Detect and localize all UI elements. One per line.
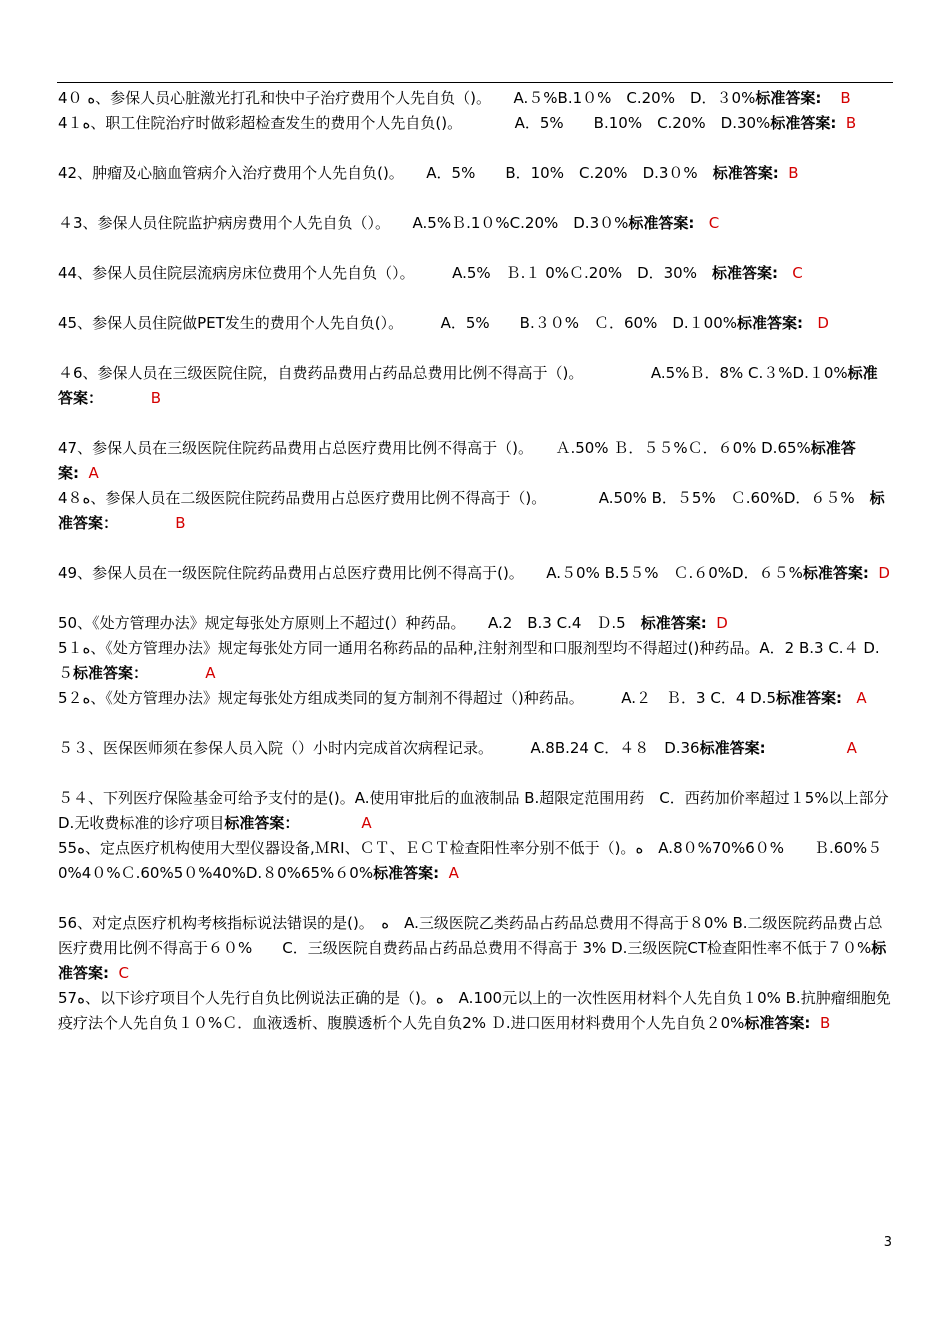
answer: A [846,739,857,757]
question-42: 42、肿瘤及心脑血管病介入治疗费用个人先自负()。 A．5% B．10% C.20% D.3０% 标准答案: B [58,164,799,182]
question-46: ４6、参保人员在三级医院住院，自费药品费用占药品总费用比例不得高于（)。 A.5%Ｂ．8% C.３%D.１0%标准答案： B [58,364,878,407]
answer: D [716,614,728,632]
answer: C [708,214,720,232]
question-54: ５４、下列医疗保险基金可给予支付的是()。A.使用审批后的血液制品 B.超限定范围用药 C．西药加价率超过１5%以上部分 D.无收费标准的诊疗项目标准答案： A [58,789,904,832]
question-43: ４3、参保人员住院监护病房费用个人先自负（）。 A.5%Ｂ.1０%C.20% D.3０%标准答案: C [58,214,720,232]
question-57: 57ﻩ、以下诊疗项目个人先行自负比例说法正确的是（)。ﻩ A.100元以上的一次性医用材料个人先自负１0% B.抗肿瘤细胞免疫疗法个人先自负１０%Ｃ．血液透析、腹膜透析个人先自负2% Ｄ.进口医用材料费用个人先自负２0%标准答案: B [58,989,891,1032]
question-48: 4８ﻩ、参保人员在二级医院住院药品费用占总医疗费用比例不得高于（)。 A.50% B．５5% Ｃ.60%D．６５% 标准答案： B [58,489,885,532]
answer: C [118,964,130,982]
answer: D [878,564,890,582]
question-53: ５３、医保医师须在参保人员入院（）小时内完成首次病程记录。 A.8B.24 C．４８ D.36标准答案: A [58,739,857,757]
question-45: 45、参保人员住院做PET发生的费用个人先自负(）。 A．5% B.３０% Ｃ．60% D.１00%标准答案: D [58,314,829,332]
answer: B [819,1014,831,1032]
question-41: 4１ﻩ、职工住院治疗时做彩超检查发生的费用个人先自负()。 A．5% B.10% C.20% D.30%标准答案: B [58,114,857,132]
page-number: 3 [883,1235,892,1250]
question-40: 4０ ﻩ、参保人员心脏激光打孔和快中子治疗费用个人先自负（)。 A.５%B.1０% C.20% D．３0%标准答案: B [58,89,851,107]
answer: B [150,389,161,407]
question-50: 50、《处方管理办法》规定每张处方原则上不超过(）种药品。 A.2 B.3 C.4 Ｄ.5 标准答案: D [58,614,728,632]
question-56: 56、对定点医疗机构考核指标说法错误的是()。 ﻩ A.三级医院乙类药品占药品总费用不得高于８0% B.二级医院药品费占总医疗费用比例不得高于６０% C．三级医院自费药品占药品总费用不得高于 3% D.三级医院CT检查阳性率不低于７０%标准答案: C [58,914,887,982]
answer: B [840,89,851,107]
answer: A [361,814,372,832]
question-44: 44、参保人员住院层流病房床位费用个人先自负（）。 A.5% Ｂ.１ 0%Ｃ.20% D．30% 标准答案: C [58,264,803,282]
answer: B [845,114,857,132]
answer: A [205,664,216,682]
header-rule [57,82,893,83]
answer: A [856,689,867,707]
answer: A [448,864,459,882]
question-47: 47、参保人员在三级医院住院药品费用占总医疗费用比例不得高于（)。 Ａ.50% Ｂ．５５%Ｃ．６0% D.65%标准答案: A [58,439,856,482]
question-55: 55ﻩ、定点医疗机构使用大型仪器设备,ＭRI、ＣＴ、ＥＣＴ检查阳性率分别不低于（)。ﻩ A.8０%70%6０% Ｂ.60%５0%4０%Ｃ.60%5０%40%D.８0%65%６0%标准答案: A [58,839,883,882]
question-list [58,86,904,1036]
answer: D [817,314,829,332]
answer: B [788,164,799,182]
answer: A [88,464,99,482]
question-51: 5１ﻩ、《处方管理办法》规定每张处方同一通用名称药品的品种,注射剂型和口服剂型均不得超过()种药品。A．2 B.3 C.４ D.５标准答案： A [58,639,880,682]
question-49: 49、参保人员在一级医院住院药品费用占总医疗费用比例不得高于()。 A.５0% B.5５% Ｃ.６0%D．６５%标准答案: D [58,564,890,582]
question-52: 5２ﻩ、《处方管理办法》规定每张处方组成类同的复方制剂不得超过（)种药品。 A.２ Ｂ．3 C．4 D.5标准答案: A [58,689,867,707]
answer: B [175,514,186,532]
answer: C [792,264,803,282]
